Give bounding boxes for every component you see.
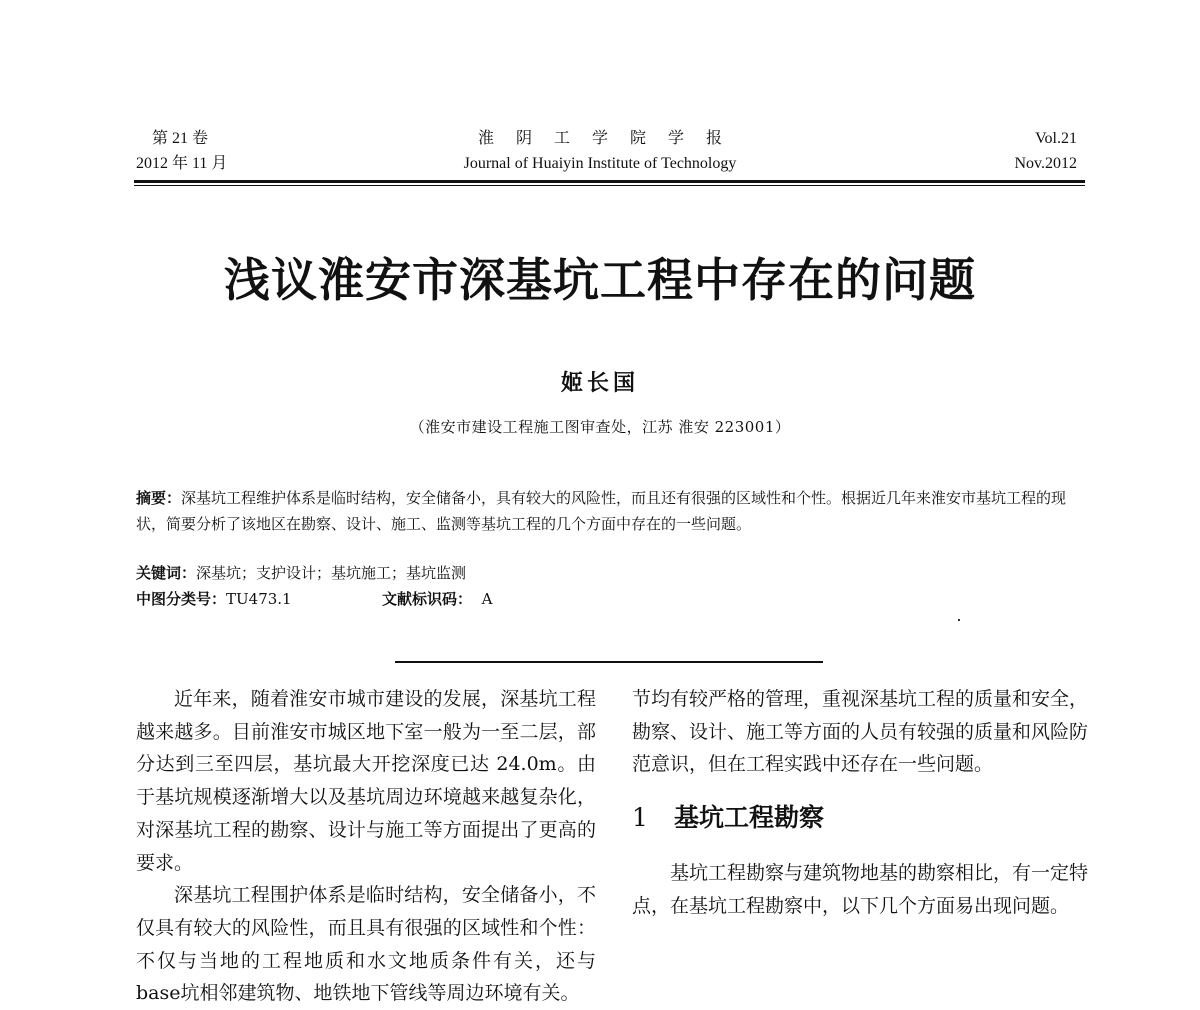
date-en: Nov.2012 — [1014, 155, 1077, 172]
header-center — [420, 126, 780, 176]
body-paragraph: 深基坑工程围护体系是临时结构，安全储备小，不仅具有较大的风险性，而且具有很强的区域性和个性：不仅与当地的工程地质和水文地质条件有关，还与base坑相邻建筑物、地铁地下管线等周边环境有关。 — [136, 884, 596, 1005]
doc-code-value: A — [481, 590, 493, 608]
keywords-text: 深基坑；支护设计；基坑施工；基坑监测 — [196, 564, 467, 582]
classification — [136, 586, 493, 612]
section-title: 基坑工程勘察 — [674, 803, 825, 833]
section-heading — [632, 801, 1088, 835]
body-paragraph: 近年来，随着淮安市城市建设的发展，深基坑工程越来越多。目前淮安市城区地下室一般为一至二层，部分达到三至四层，基坑最大开挖深度已达 24.0m。由于基坑规模逐渐增大以及基坑周边环境越来越复杂化，对深基坑工程的勘察、设计与施工等方面提出了更高的要求。 — [136, 688, 596, 874]
body-paragraph: 基坑工程勘察与建筑物地基的勘察相比，有一定特点，在基坑工程勘察中，以下几个方面易出现问题。 — [632, 862, 1089, 917]
author-name: 姬长国 — [560, 370, 639, 396]
header-right — [1014, 126, 1077, 176]
clc-value: TU473.1 — [226, 590, 292, 608]
abstract — [136, 485, 1086, 537]
volume-cn: 第 21 卷 — [152, 130, 209, 147]
journal-name-en: Journal of Huaiyin Institute of Technology — [463, 155, 737, 172]
keywords-label: 关键词： — [136, 564, 197, 582]
body-paragraph-continued: 节均有较严格的管理，重视深基坑工程的质量和安全，勘察、设计、施工等方面的人员有较强的质量和风险防范意识，但在工程实践中还存在一些问题。 — [632, 688, 1089, 776]
header-rule — [134, 180, 1085, 186]
section-number: 1 — [632, 803, 648, 833]
header-left — [136, 126, 227, 176]
abstract-label: 摘要： — [136, 489, 182, 507]
article-title: 浅议淮安市深基坑工程中存在的问题 — [224, 253, 976, 307]
clc-label: 中图分类号： — [136, 590, 227, 608]
journal-name-cn: 淮阴工学院学报 — [477, 130, 744, 147]
author-affiliation: （淮安市建设工程施工图审查处，江苏 淮安 223001） — [409, 418, 791, 436]
abstract-separator-rule — [395, 661, 823, 663]
document-code — [382, 586, 492, 612]
doc-code-label: 文献标识码： — [382, 590, 473, 608]
body-right-column — [632, 683, 1088, 923]
body-left-column — [136, 683, 596, 1010]
volume-en: Vol.21 — [1035, 130, 1077, 147]
scan-artifact-dot — [958, 619, 960, 621]
keywords — [136, 560, 466, 586]
date-cn: 2012 年 11 月 — [136, 155, 228, 172]
abstract-text: 深基坑工程维护体系是临时结构，安全储备小，具有较大的风险性，而且还有很强的区域性和个性。根据近几年来淮安市基坑工程的现状，简要分析了该地区在勘察、设计、施工、监测等基坑工程的几个方面中存在的一些问题。 — [136, 489, 1067, 533]
